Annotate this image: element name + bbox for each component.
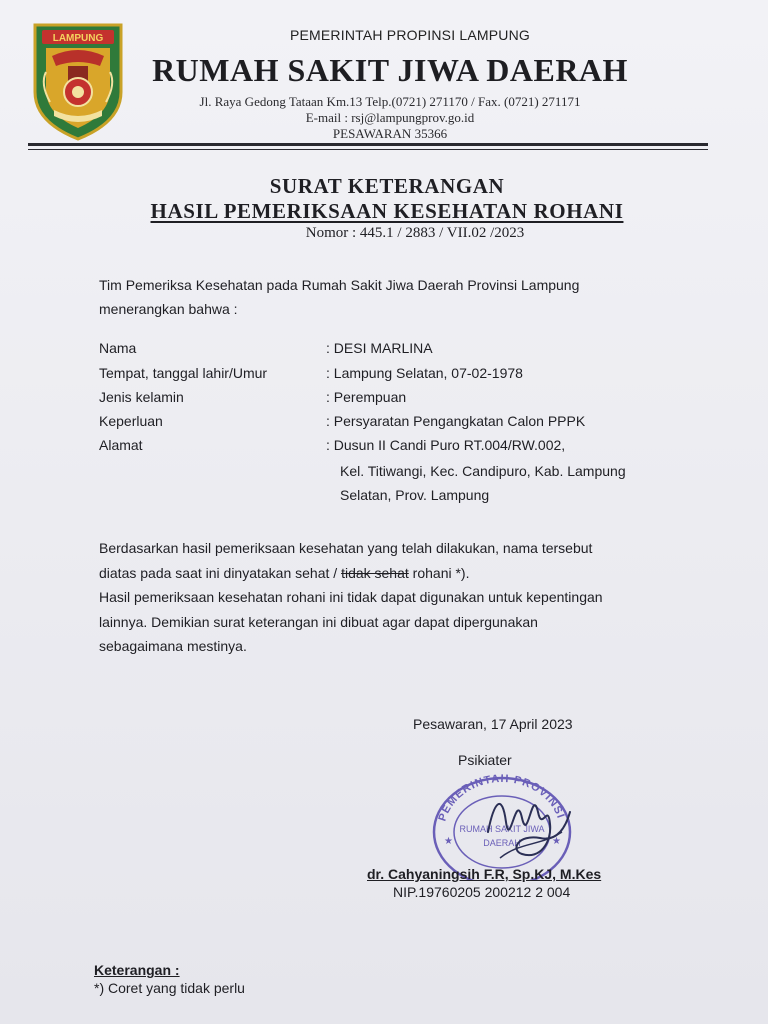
signer-nip: NIP.19760205 200212 2 004 [393,884,571,900]
struck-text: tidak sehat [341,564,409,581]
field-value-purpose: : Persyaratan Pengangkatan Calon PPPK [326,413,586,429]
address-continuation: Selatan, Prov. Lampung [340,487,490,503]
statement-text: rohani *). [408,564,470,581]
stamp-middle-text: RUMAH SAKIT JIWA [459,824,545,834]
intro-line-1: Tim Pemeriksa Kesehatan pada Rumah Sakit Jiwa Daerah Provinsi Lampung [99,277,580,293]
header-divider-thin [28,149,708,150]
field-label-birth: Tempat, tanggal lahir/Umur [99,365,268,381]
field-value-gender: : Perempuan [326,389,407,405]
footnote-title: Keterangan : [94,962,180,978]
signer-name: dr. Cahyaningsih F.R, Sp.KJ, M.Kes [367,866,602,882]
statement-paragraph [99,536,655,659]
statement-line [99,561,655,586]
field-label-gender: Jenis kelamin [99,389,184,405]
place-date: Pesawaran, 17 April 2023 [413,716,573,732]
statement-line: Berdasarkan hasil pemeriksaan kesehatan yang telah dilakukan, nama tersebut [99,540,593,556]
email-line: E-mail : rsj@lampungprov.go.id [305,110,475,125]
header-divider-thick [28,143,708,146]
address-line: Jl. Raya Gedong Tataan Km.13 Telp.(0721) 271170 / Fax. (0721) 271171 [199,94,581,109]
field-label-purpose: Keperluan [99,413,163,429]
intro-line-2: menerangkan bahwa : [99,301,238,317]
letter-title: SURAT KETERANGAN [269,174,505,198]
stamp-arc-text: PEMERINTAH PROVINSI [436,772,567,823]
svg-text:★: ★ [552,836,561,847]
field-value-birth: : Lampung Selatan, 07-02-1978 [326,365,523,381]
signer-role: Psikiater [458,752,512,768]
svg-text:★: ★ [444,836,453,847]
letter-subtitle [0,199,768,224]
statement-text: diatas pada saat ini dinyatakan sehat / [99,564,342,581]
field-label-address: Alamat [99,437,143,453]
field-label-name: Nama [99,340,137,356]
statement-line: Hasil pemeriksaan kesehatan rohani ini tidak dapat digunakan untuk kepentingan [99,589,603,605]
logo-text: LAMPUNG [52,33,104,44]
city-line: PESAWARAN 35366 [332,126,448,141]
statement-line: lainnya. Demikian surat keterangan ini dibuat agar dapat dipergunakan [99,613,538,630]
government-header: PEMERINTAH PROPINSI LAMPUNG [289,27,531,43]
hospital-name: RUMAH SAKIT JIWA DAERAH [152,52,628,88]
footnote-text: *) Coret yang tidak perlu [94,980,245,996]
letter-number: Nomor : 445.1 / 2883 / VII.02 /2023 [305,225,525,241]
address-continuation: Kel. Titiwangi, Kec. Candipuro, Kab. Lampung [340,463,626,479]
stamp-bottom-text: DAERAH [483,838,521,848]
field-value-name: : DESI MARLINA [326,340,433,356]
letter-subtitle-text: HASIL PEMERIKSAAN KESEHATAN ROHANI [150,199,624,223]
hospital-address [0,94,768,142]
statement-line: sebagaimana mestinya. [99,638,247,654]
field-value-address: : Dusun II Candi Puro RT.004/RW.002, [326,437,566,453]
handwritten-signature-icon [470,772,580,872]
